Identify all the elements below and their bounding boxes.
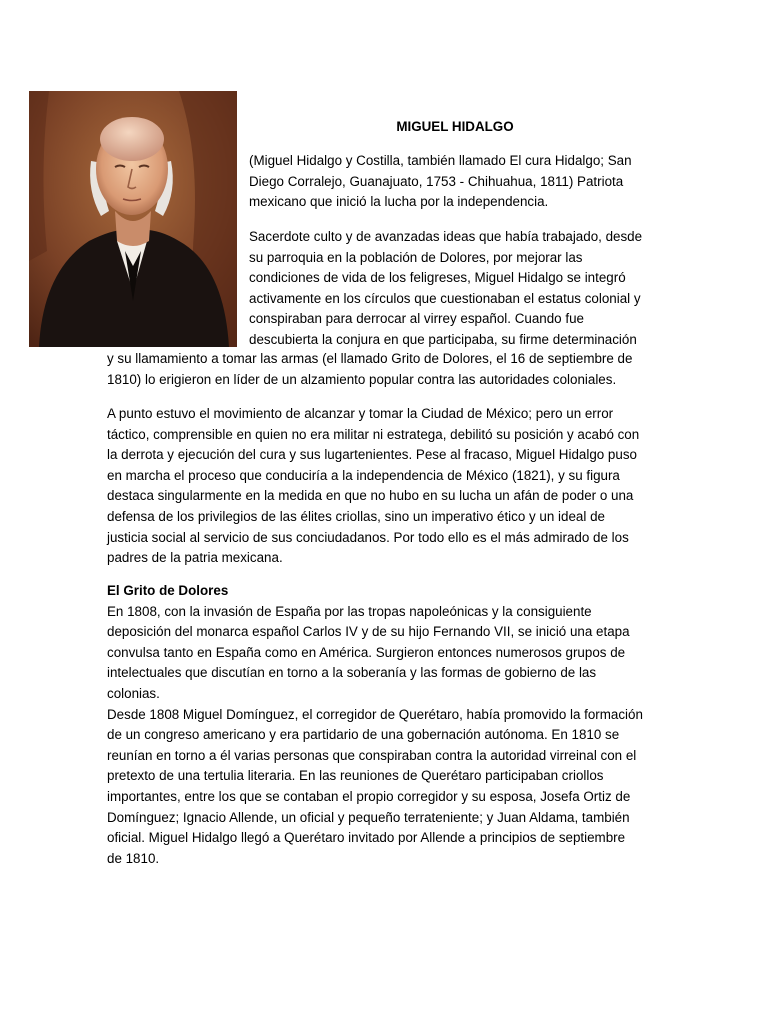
section-line: En 1808, con la invasión de España por las tropas napoleónicas y la consiguiente: [107, 603, 592, 619]
section-line: Domínguez; Ignacio Allende, un oficial y pequeño terrateniente; y Juan Aldama, también: [107, 809, 630, 825]
portrait-drawing: [29, 91, 237, 347]
paragraph-line: A punto estuvo el movimiento de alcanzar y tomar la Ciudad de México; pero un error: [107, 406, 614, 421]
paragraph-line: su parroquia en la población de Dolores, por mejorar las: [249, 249, 583, 265]
section-line: pretexto de una tertulia literaria. En las reuniones de Querétaro participaban criollos: [107, 768, 604, 784]
paragraph-line: táctico, comprensible en quien no era militar ni estratega, debilitó su posición y acabó con: [107, 426, 640, 442]
intro-paragraph: [249, 151, 659, 213]
paragraph-line: Sacerdote culto y de avanzadas ideas que había trabajado, desde: [249, 229, 643, 244]
section-line: convulsa tanto en España como en América. Surgieron entonces numerosos grupos de: [107, 644, 626, 660]
paragraph-line: padres de la patria mexicana.: [107, 550, 283, 566]
paragraph-line: defensa de los privilegios de las élites criollas, sino un imperativo ético y un ideal de: [107, 508, 605, 524]
paragraph-line: en marcha el proceso que conduciría a la independencia de México (1821), y su figura: [107, 467, 620, 483]
paragraph-line: y su llamamiento a tomar las armas (el llamado Grito de Dolores, el 16 de septiembre de: [107, 351, 633, 366]
paragraph-line: conspiraban para derrocar al virrey español. Cuando fue: [249, 311, 584, 327]
section-line: Desde 1808 Miguel Domínguez, el corregidor de Querétaro, había promovido la formación: [107, 706, 643, 722]
grito-section: [107, 581, 663, 869]
section-line: de 1810.: [107, 850, 160, 866]
paragraph-line: condiciones de vida de los feligreses, Miguel Hidalgo se integró: [249, 270, 626, 286]
paragraph-line: activamente en los círculos que cuestionaban el estatus colonial y: [249, 290, 641, 306]
document-title: MIGUEL HIDALGO: [396, 119, 514, 134]
portrait-image: [29, 91, 237, 347]
section-line: importantes, entre los que se contaban el propio corregidor y su esposa, Josefa Ortiz de: [107, 788, 631, 804]
section-line: oficial. Miguel Hidalgo llegó a Querétaro invitado por Allende a principios de septiembre: [107, 830, 626, 846]
paragraph-line: descubierta la conjura en que participaba, su firme determinación: [249, 331, 637, 347]
intro-line: (Miguel Hidalgo y Costilla, también llamado El cura Hidalgo; San: [249, 153, 632, 168]
section-line: deposición del monarca español Carlos IV y de su hijo Fernando VII, se inició una etapa: [107, 624, 630, 640]
intro-line: Diego Corralejo, Guanajuato, 1753 - Chihuahua, 1811) Patriota: [249, 173, 624, 189]
paragraph-line: destaca singularmente en la medida en que no hubo en su lucha un afán de poder o una: [107, 488, 634, 504]
biography-paragraph-narrow: [249, 227, 659, 351]
section-line: colonias.: [107, 685, 160, 701]
paragraph-line: 1810) lo erigieron en líder de un alzamiento popular contra las autoridades coloniales.: [107, 371, 617, 387]
paragraph-line: la derrota y ejecución del cura y sus lugartenientes. Pese al fracaso, Miguel Hidalgo puso: [107, 447, 637, 463]
section-heading: El Grito de Dolores: [107, 583, 229, 598]
section-line: intelectuales que discutían en torno a la soberanía y las formas de gobierno de las: [107, 665, 597, 681]
intro-line: mexicano que inició la lucha por la independencia.: [249, 194, 549, 210]
section-line: reunían en torno a él varias personas que conspiraban contra la autoridad virreinal con el: [107, 747, 637, 763]
paragraph-line: justicia social al servicio de sus conciudadanos. Por todo ello es el más admirado de los: [107, 529, 629, 545]
biography-paragraph-wide: [107, 349, 663, 390]
legacy-paragraph: [107, 404, 663, 569]
section-line: de un congreso americano y era partidario de una gobernación autónoma. En 1810 se: [107, 727, 620, 743]
